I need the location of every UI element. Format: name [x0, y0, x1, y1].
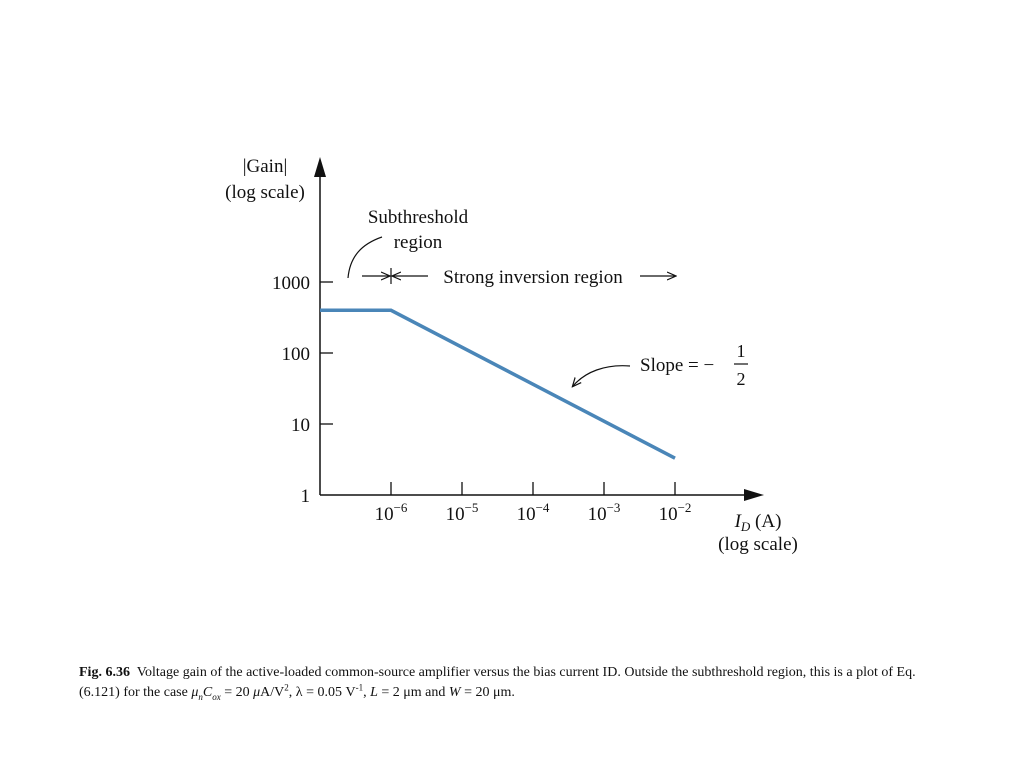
x-ticks	[375, 482, 692, 525]
slope-numerator: 1	[736, 341, 746, 361]
y-axis-label-scale: (log scale)	[225, 182, 305, 203]
caption-unit-sup: 2	[284, 682, 289, 693]
series-layer	[320, 310, 675, 458]
caption-text-3: , λ = 0.05 V	[288, 685, 356, 700]
caption-text-1: Voltage gain of the active-loaded common-source amplifier versus the bias current ID. Outside the subthreshold region, this is a plot of Eq. (6.121) for the case	[79, 665, 916, 700]
x-tick-label: $10^{-6}$	[374, 500, 408, 525]
figure-caption	[79, 663, 949, 703]
subthreshold-label: Subthreshold	[367, 207, 469, 228]
caption-text-4: ,	[363, 685, 371, 700]
caption-text-6: = 20 μm.	[460, 685, 515, 700]
caption-text-5: = 2 μm and	[377, 685, 449, 700]
caption-mu: μ	[191, 685, 199, 700]
y-tick-label: 1	[300, 486, 310, 507]
subthreshold-label-region: region	[393, 232, 443, 253]
x-tick-label: $10^{-4}$	[516, 500, 550, 525]
caption-v-sup: -1	[355, 682, 364, 693]
slope-denominator: 2	[736, 369, 746, 389]
y-ticks	[272, 273, 333, 507]
caption-L: L	[370, 685, 378, 700]
x-tick-label: $10^{-3}$	[587, 500, 621, 525]
slope-pointer	[573, 366, 630, 386]
caption-mu-sub: n	[198, 691, 203, 702]
caption-text-2: = 20	[220, 685, 254, 700]
x-axis-label-scale: (log scale)	[718, 534, 798, 555]
caption-c: C	[202, 685, 213, 700]
x-tick-label: $10^{-5}$	[445, 500, 479, 525]
caption-mu-2: μ	[253, 685, 261, 700]
gain-series-line	[320, 310, 675, 458]
caption-c-sub: ox	[212, 691, 221, 702]
caption-label: Fig. 6.36	[79, 665, 130, 680]
caption-W: W	[448, 685, 461, 700]
slope-label: Slope = −	[640, 355, 715, 376]
y-tick-label: 100	[281, 344, 310, 365]
strong-inversion-label: Strong inversion region	[443, 267, 623, 288]
y-tick-label: 1000	[272, 273, 310, 294]
x-tick-label: $10^{-2}$	[658, 500, 692, 525]
y-tick-label: 10	[291, 415, 310, 436]
x-axis-label: $I_D$ (A)	[734, 511, 782, 534]
subthreshold-pointer	[348, 237, 382, 278]
x-axis-arrow	[744, 489, 764, 501]
y-axis-arrow	[314, 157, 326, 177]
y-axis-label: |Gain|	[242, 156, 288, 177]
caption-unit: A/V	[260, 685, 285, 700]
